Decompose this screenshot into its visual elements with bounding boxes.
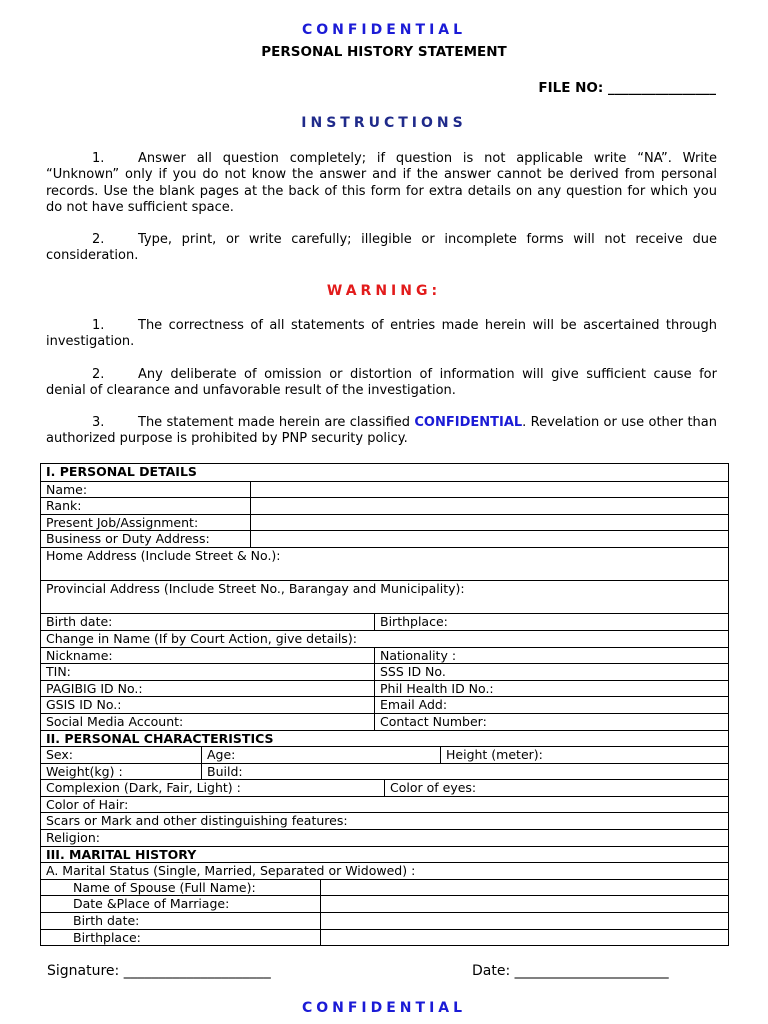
warning-heading: WARNING: [326,283,442,299]
form-row [41,829,728,846]
business-address-label: Business or Duty Address: [46,531,210,547]
rank-field[interactable] [250,498,728,514]
scars-field[interactable]: Scars or Mark and other distinguishing features: [46,813,348,829]
eye-color-field[interactable]: Color of eyes: [384,780,728,796]
warning-item [46,367,717,400]
confidential-header: CONFIDENTIAL [301,22,467,38]
nickname-field[interactable]: Nickname: [46,647,113,663]
social-media-field[interactable]: Social Media Account: [46,713,184,729]
philhealth-field[interactable]: Phil Health ID No.: [374,681,728,697]
provincial-address-field[interactable]: Provincial Address (Include Street No., Barangay and Municipality): [46,581,465,597]
birthplace-field[interactable]: Birthplace: [374,614,728,630]
form-row [41,630,728,647]
birth-date-field[interactable]: Birth date: [46,614,113,630]
spouse-name-field[interactable] [320,880,728,896]
spouse-birthplace-field[interactable] [320,930,728,946]
item-text: Answer all question completely; if question is not applicable write “NA”. Write “Unknown” only if you do not know the answer and if the answer cannot be derived from personal records. Use the blank pages at the back of this form for extra details on any question for which you do not have sufficient space. [46,151,717,215]
section-heading-row [41,730,728,747]
item-number: 2. [92,367,105,382]
religion-field[interactable]: Religion: [46,830,100,846]
form-row [41,912,728,929]
marriage-date-place-field[interactable] [320,896,728,912]
form-row [41,862,728,879]
form-row [41,812,728,829]
section-heading-row [41,846,728,863]
pagibig-field[interactable]: PAGIBIG ID No.: [46,680,143,696]
change-in-name-field[interactable]: Change in Name (If by Court Action, give details): [46,630,357,646]
instructions-heading: INSTRUCTIONS [301,115,467,131]
form-row [41,796,728,813]
warning-item [46,415,717,448]
form-row [41,895,728,912]
item-text: Any deliberate of omission or distortion of information will give sufficient cause for denial of clearance and unfavorable result of the investigation. [46,367,717,399]
name-field[interactable] [250,482,728,498]
name-label: Name: [46,481,88,497]
spouse-birthplace-label: Birthplace: [73,929,141,945]
warning-item [46,318,717,351]
form-row [41,497,728,514]
height-field[interactable]: Height (meter): [440,747,728,763]
form-row [41,763,728,780]
item-number: 1. [92,151,105,166]
sss-field[interactable]: SSS ID No. [374,664,728,680]
form-row [41,481,728,498]
section-heading-row [41,464,728,481]
age-field[interactable]: Age: [201,747,440,763]
item-text: The correctness of all statements of entries made herein will be ascertained through investigation. [46,318,717,350]
confidential-highlight: CONFIDENTIAL [414,415,523,430]
form-row [41,680,728,697]
confidential-footer: CONFIDENTIAL [301,1000,467,1016]
hair-color-field[interactable]: Color of Hair: [46,796,129,812]
item-text: Type, print, or write carefully; illegible or incomplete forms will not receive due consideration. [46,232,717,264]
spouse-birth-date-field[interactable] [320,913,728,929]
instruction-item [46,232,717,265]
personal-history-form [40,463,729,946]
file-number-field[interactable]: FILE NO: ________________ [538,80,716,96]
present-job-field[interactable] [250,515,728,531]
form-row [41,696,728,713]
form-row [41,779,728,796]
signature-field[interactable]: Signature: _____________________ [47,963,271,979]
contact-number-field[interactable]: Contact Number: [374,714,728,730]
form-row [41,929,728,946]
email-field[interactable]: Email Add: [374,697,728,713]
form-row [41,580,728,613]
home-address-field[interactable]: Home Address (Include Street & No.): [46,547,281,563]
rank-label: Rank: [46,498,82,514]
instruction-item [46,151,717,216]
build-field[interactable]: Build: [201,764,728,780]
document-title: PERSONAL HISTORY STATEMENT [261,44,507,60]
form-row [41,713,728,730]
form-row [41,613,728,630]
section-personal-details: I. PERSONAL DETAILS [46,464,197,479]
spouse-birth-date-label: Birth date: [73,913,140,929]
form-row [41,663,728,680]
form-row [41,647,728,664]
present-job-label: Present Job/Assignment: [46,514,199,530]
item-text-before: The statement made herein are classified [138,415,415,430]
item-number: 3. [92,415,105,430]
weight-field[interactable]: Weight(kg) : [46,763,123,779]
form-row [41,746,728,763]
gsis-field[interactable]: GSIS ID No.: [46,697,122,713]
section-personal-characteristics: II. PERSONAL CHARACTERISTICS [46,730,274,746]
date-field[interactable]: Date: ______________________ [472,963,669,979]
form-row [41,879,728,896]
sex-field[interactable]: Sex: [46,747,74,763]
item-text-after: . Revelation or use other than authorized purpose is prohibited by PNP security policy. [46,415,717,447]
complexion-field[interactable]: Complexion (Dark, Fair, Light) : [46,780,241,796]
tin-field[interactable]: TIN: [46,664,71,680]
marital-status-field[interactable]: A. Marital Status (Single, Married, Separated or Widowed) : [46,863,416,879]
business-address-field[interactable] [250,531,728,547]
form-row [41,530,728,547]
spouse-name-label: Name of Spouse (Full Name): [73,879,256,895]
item-number: 2. [92,232,105,247]
form-row [41,514,728,531]
form-row [41,547,728,580]
section-marital-history: III. MARITAL HISTORY [46,846,197,862]
marriage-date-place-label: Date &Place of Marriage: [73,896,230,912]
nationality-field[interactable]: Nationality : [374,648,728,664]
item-number: 1. [92,318,105,333]
